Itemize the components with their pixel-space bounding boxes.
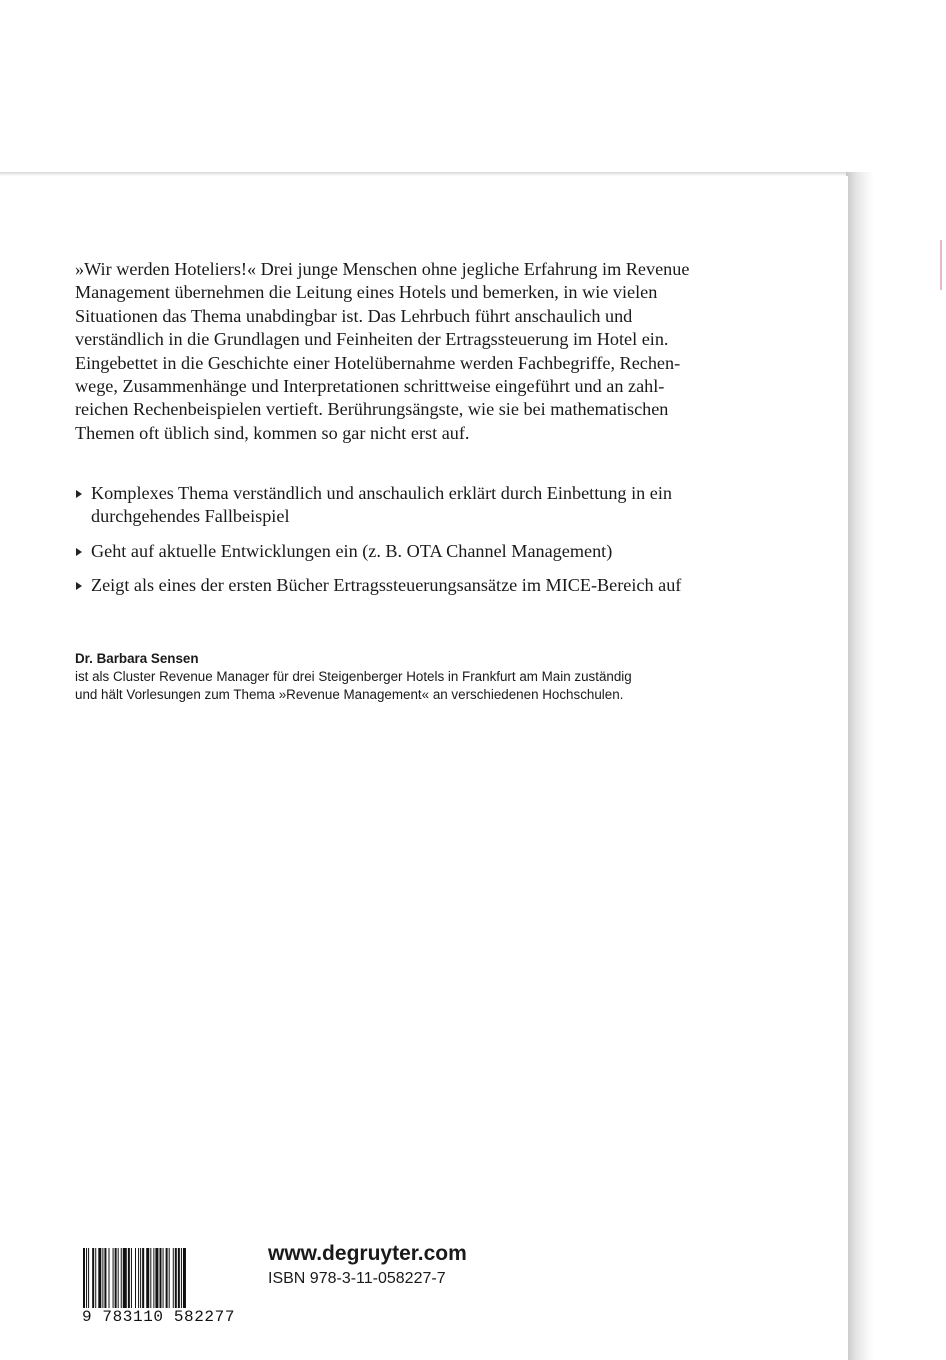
blurb-paragraph bbox=[75, 258, 775, 445]
author-bio-line: und hält Vorlesungen zum Thema »Revenue Management« an verschiedenen Hochschulen. bbox=[75, 687, 624, 702]
triangle-bullet-icon bbox=[76, 582, 82, 590]
barcode-digits: 9 783110 582277 bbox=[82, 1308, 238, 1326]
page-shadow bbox=[846, 172, 874, 1360]
blurb-line: wege, Zusammenhänge und Interpretationen schrittweise eingeführt und an zahl- bbox=[75, 376, 665, 397]
feature-item bbox=[75, 482, 795, 529]
blurb-line: verständlich in die Grundlagen und Feinheiten der Ertragssteuerung im Hotel ein. bbox=[75, 329, 669, 350]
blurb-line: Eingebettet in die Geschichte einer Hotelübernahme werden Fachbegriffe, Rechen- bbox=[75, 352, 681, 373]
blurb-line: »Wir werden Hoteliers!« Drei junge Menschen ohne jegliche Erfahrung im Revenue bbox=[75, 259, 690, 279]
blurb-line: reichen Rechenbeispielen vertieft. Berührungsängste, wie sie bei mathematischen bbox=[75, 399, 669, 420]
feature-text: durchgehendes Fallbeispiel bbox=[91, 506, 290, 527]
isbn-number: ISBN 978-3-11-058227-7 bbox=[268, 1270, 446, 1287]
author-name: Dr. Barbara Sensen bbox=[75, 651, 199, 666]
publisher-website[interactable]: www.degruyter.com bbox=[268, 1242, 467, 1265]
feature-text: Komplexes Thema verständlich und anschaulich erklärt durch Einbettung in ein bbox=[91, 483, 672, 503]
accent-line bbox=[940, 240, 942, 290]
blurb-line: Themen oft üblich sind, kommen so gar nicht erst auf. bbox=[75, 422, 470, 443]
feature-list bbox=[75, 482, 795, 609]
blurb-line: Situationen das Thema unabdingbar ist. Das Lehrbuch führt anschaulich und bbox=[75, 305, 633, 326]
author-bio-line: ist als Cluster Revenue Manager für drei Steigenberger Hotels in Frankfurt am Main zuständig bbox=[75, 669, 632, 684]
triangle-bullet-icon bbox=[76, 548, 82, 556]
feature-item bbox=[75, 540, 795, 563]
triangle-bullet-icon bbox=[76, 490, 82, 498]
feature-item bbox=[75, 574, 795, 597]
blurb-line: Management übernehmen die Leitung eines Hotels und bemerken, in wie vielen bbox=[75, 282, 658, 303]
feature-text: Geht auf aktuelle Entwicklungen ein (z. B. OTA Channel Management) bbox=[91, 540, 613, 561]
author-bio bbox=[75, 650, 795, 704]
feature-text: Zeigt als eines der ersten Bücher Ertragssteuerungsansätze im MICE-Bereich auf bbox=[91, 575, 682, 596]
